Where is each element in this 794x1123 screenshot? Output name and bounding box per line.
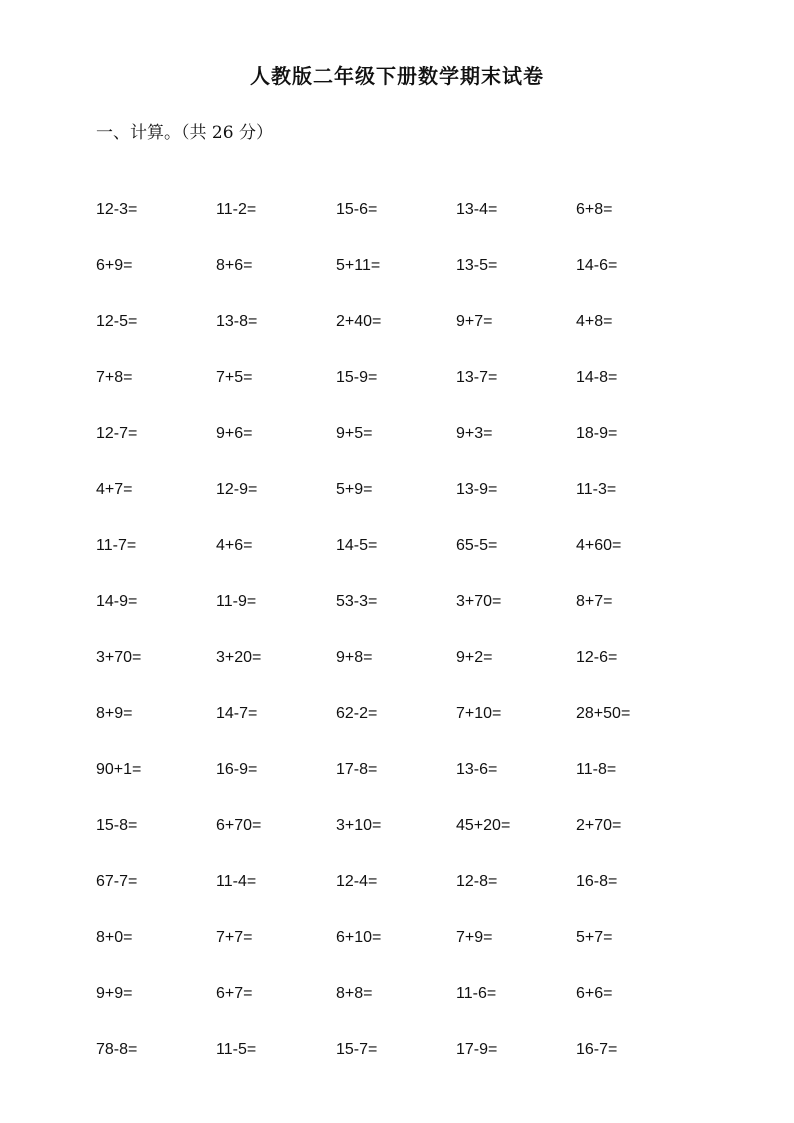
- problem-cell: 11-8=: [576, 761, 617, 778]
- problem-grid: [96, 198, 696, 1094]
- problem-cell: 90+1=: [96, 761, 142, 778]
- problem-cell: 12-8=: [456, 873, 498, 890]
- problem-cell: 4+8=: [576, 313, 613, 330]
- problem-cell: 8+0=: [96, 929, 133, 946]
- problem-cell: 8+9=: [96, 705, 133, 722]
- problem-cell: 9+8=: [336, 649, 373, 666]
- problem-cell: 65-5=: [456, 537, 498, 554]
- problem-row: [96, 590, 696, 646]
- problem-cell: 16-7=: [576, 1041, 618, 1058]
- problem-cell: 2+70=: [576, 817, 622, 834]
- problem-row: [96, 198, 696, 254]
- problem-cell: 78-8=: [96, 1041, 138, 1058]
- problem-row: [96, 814, 696, 870]
- problem-cell: 11-7=: [96, 537, 137, 554]
- problem-cell: 13-4=: [456, 201, 498, 218]
- problem-cell: 11-6=: [456, 985, 497, 1002]
- problem-cell: 12-6=: [576, 649, 618, 666]
- problem-cell: 5+11=: [336, 257, 381, 274]
- problem-cell: 18-9=: [576, 425, 618, 442]
- problem-cell: 7+10=: [456, 705, 502, 722]
- problem-cell: 7+9=: [456, 929, 493, 946]
- problem-cell: 13-7=: [456, 369, 498, 386]
- problem-cell: 6+70=: [216, 817, 262, 834]
- problem-cell: 12-9=: [216, 481, 258, 498]
- problem-cell: 14-9=: [96, 593, 138, 610]
- problem-cell: 3+20=: [216, 649, 262, 666]
- problem-cell: 3+10=: [336, 817, 382, 834]
- problem-row: [96, 366, 696, 422]
- problem-cell: 8+7=: [576, 593, 613, 610]
- problem-cell: 14-8=: [576, 369, 618, 386]
- problem-cell: 11-2=: [216, 201, 257, 218]
- problem-cell: 9+3=: [456, 425, 493, 442]
- problem-cell: 12-7=: [96, 425, 138, 442]
- problem-cell: 14-5=: [336, 537, 378, 554]
- problem-cell: 6+6=: [576, 985, 613, 1002]
- problem-cell: 15-7=: [336, 1041, 378, 1058]
- problem-row: [96, 422, 696, 478]
- problem-cell: 17-9=: [456, 1041, 498, 1058]
- problem-cell: 13-6=: [456, 761, 498, 778]
- problem-cell: 4+7=: [96, 481, 133, 498]
- problem-cell: 12-4=: [336, 873, 378, 890]
- problem-cell: 13-9=: [456, 481, 498, 498]
- section-heading: 一、计算。（共 26 分）: [96, 123, 273, 143]
- problem-cell: 6+10=: [336, 929, 382, 946]
- problem-cell: 11-5=: [216, 1041, 257, 1058]
- problem-cell: 12-5=: [96, 313, 138, 330]
- problem-cell: 67-7=: [96, 873, 138, 890]
- problem-cell: 6+7=: [216, 985, 253, 1002]
- problem-cell: 2+40=: [336, 313, 382, 330]
- problem-row: [96, 310, 696, 366]
- problem-cell: 14-6=: [576, 257, 618, 274]
- problem-cell: 9+2=: [456, 649, 493, 666]
- problem-row: [96, 534, 696, 590]
- problem-row: [96, 1038, 696, 1094]
- problem-row: [96, 646, 696, 702]
- problem-cell: 9+7=: [456, 313, 493, 330]
- problem-cell: 15-8=: [96, 817, 138, 834]
- problem-cell: 7+7=: [216, 929, 253, 946]
- problem-cell: 9+6=: [216, 425, 253, 442]
- problem-cell: 13-5=: [456, 257, 498, 274]
- problem-row: [96, 870, 696, 926]
- problem-cell: 16-9=: [216, 761, 258, 778]
- problem-row: [96, 702, 696, 758]
- problem-cell: 5+9=: [336, 481, 373, 498]
- problem-cell: 12-3=: [96, 201, 138, 218]
- problem-cell: 3+70=: [456, 593, 502, 610]
- problem-row: [96, 254, 696, 310]
- problem-cell: 5+7=: [576, 929, 613, 946]
- problem-cell: 62-2=: [336, 705, 378, 722]
- problem-cell: 7+8=: [96, 369, 133, 386]
- problem-cell: 11-4=: [216, 873, 257, 890]
- problem-cell: 9+9=: [96, 985, 133, 1002]
- problem-cell: 28+50=: [576, 705, 631, 722]
- problem-cell: 8+6=: [216, 257, 253, 274]
- problem-cell: 6+9=: [96, 257, 133, 274]
- problem-cell: 4+6=: [216, 537, 253, 554]
- problem-cell: 9+5=: [336, 425, 373, 442]
- problem-cell: 53-3=: [336, 593, 378, 610]
- problem-cell: 45+20=: [456, 817, 511, 834]
- problem-cell: 13-8=: [216, 313, 258, 330]
- problem-cell: 17-8=: [336, 761, 378, 778]
- problem-cell: 15-9=: [336, 369, 378, 386]
- problem-row: [96, 926, 696, 982]
- page-title: 人教版二年级下册数学期末试卷: [250, 64, 544, 88]
- problem-row: [96, 478, 696, 534]
- problem-cell: 11-3=: [576, 481, 617, 498]
- problem-row: [96, 758, 696, 814]
- problem-cell: 16-8=: [576, 873, 618, 890]
- problem-cell: 8+8=: [336, 985, 373, 1002]
- problem-cell: 14-7=: [216, 705, 258, 722]
- problem-cell: 11-9=: [216, 593, 257, 610]
- problem-row: [96, 982, 696, 1038]
- problem-cell: 6+8=: [576, 201, 613, 218]
- problem-cell: 4+60=: [576, 537, 622, 554]
- problem-cell: 7+5=: [216, 369, 253, 386]
- problem-cell: 15-6=: [336, 201, 378, 218]
- problem-cell: 3+70=: [96, 649, 142, 666]
